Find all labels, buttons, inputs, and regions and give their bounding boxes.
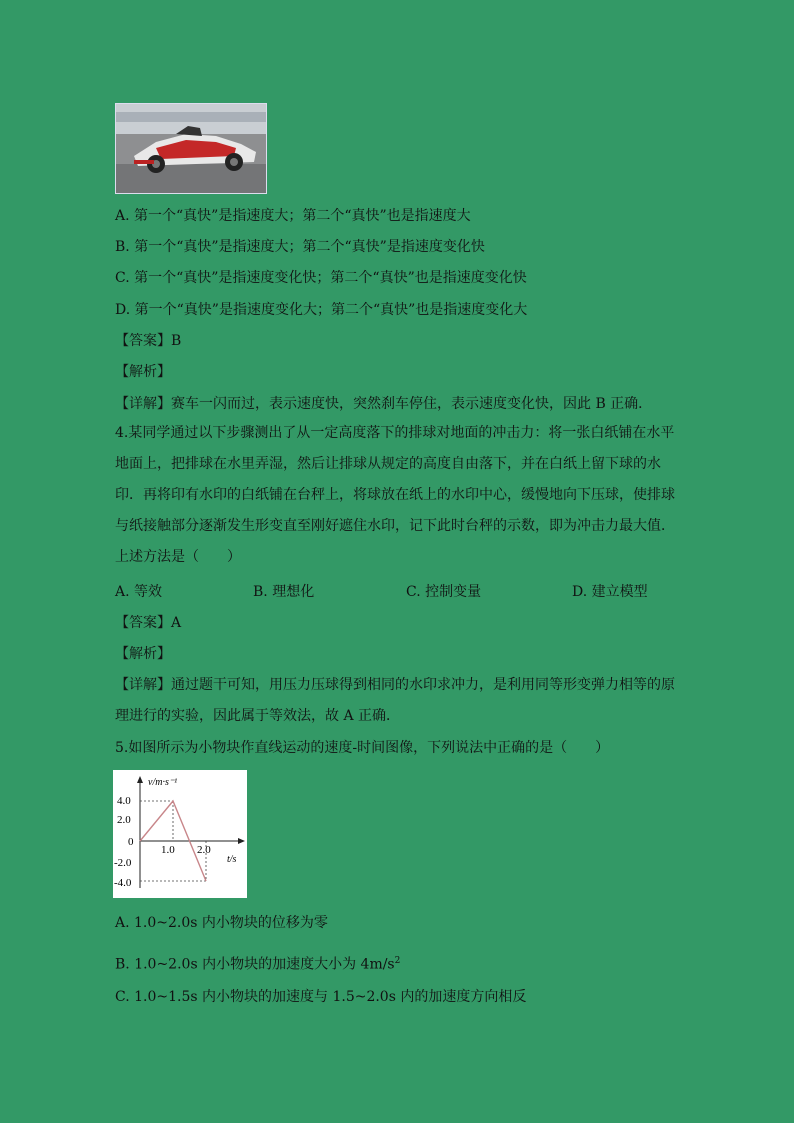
x-tick-label: 1.0 [161,844,175,856]
q4-option-c: C. 控制变量 [406,584,482,600]
y-axis-label: v/m·s⁻¹ [148,777,178,788]
q5-option-b-exponent: 2 [394,956,401,966]
q4-answer: 【答案】A [115,615,182,631]
q5-option-b [115,951,400,975]
x-axis-arrow [238,838,245,844]
y-tick-label: -2.0 [114,857,132,869]
q4-analysis-label: 【解析】 [115,646,171,662]
q3-option-a: A. 第一个“真快”是指速度大；第二个“真快”也是指速度大 [115,208,471,224]
vt-graph [113,770,247,898]
q4-option-d: D. 建立模型 [572,584,648,600]
race-car-image [116,104,266,193]
q3-analysis-label: 【解析】 [115,364,171,380]
y-tick-label: 2.0 [117,814,131,826]
q5-question: 5.如图所示为小物块作直线运动的速度-时间图像，下列说法中正确的是（ ） [115,740,610,756]
q4-question: 4.某同学通过以下步骤测出了从一定高度落下的排球对地面的冲击力：将一张白纸铺在水平地面上，把排球在水里弄湿，然后让排球从规定的高度自由落下，并在白纸上留下球的水印．再将印有水印的白纸铺在台秤上，将球放在纸上的水印中心，缓慢地向下压球，使排球与纸接触部分逐渐发生形变直至刚好遮住水印，记下此时台秤的示数，即为冲击力最大值．上述方法是（ ） [115,425,675,565]
y-axis-arrow [137,776,143,783]
q5-option-b-text: B. 1.0~2.0s 内小物块的加速度大小为 4m/s [115,956,395,973]
q3-answer: 【答案】B [115,333,182,349]
x-axis-label: t/s [227,854,237,865]
y-tick-label: 0 [128,836,134,848]
q4-detail: 【详解】通过题干可知，用压力压球得到相同的水印求冲力，是利用同等形变弹力相等的原理进行的实验，因此属于等效法，故 A 正确． [115,677,675,724]
y-tick-label: 4.0 [117,795,131,807]
x-tick-label: 2.0 [197,844,211,856]
q3-option-b: B. 第一个“真快”是指速度大；第二个“真快”是指速度变化快 [115,239,485,255]
q3-option-d: D. 第一个“真快”是指速度变化大；第二个“真快”也是指速度变化大 [115,302,528,318]
q4-option-b: B. 理想化 [253,584,315,600]
q3-detail: 【详解】赛车一闪而过，表示速度快，突然刹车停住，表示速度变化快，因此 B 正确． [115,396,653,412]
q5-option-a: A. 1.0~2.0s 内小物块的位移为零 [115,915,328,931]
y-tick-label: -4.0 [114,877,132,889]
q5-option-c: C. 1.0~1.5s 内小物块的加速度与 1.5~2.0s 内的加速度方向相反 [115,989,527,1005]
q4-option-a: A. 等效 [115,584,163,600]
q3-option-c: C. 第一个“真快”是指速度变化快；第二个“真快”也是指速度变化快 [115,270,527,286]
vt-graph-svg [113,770,247,898]
race-car-photo [115,103,267,194]
